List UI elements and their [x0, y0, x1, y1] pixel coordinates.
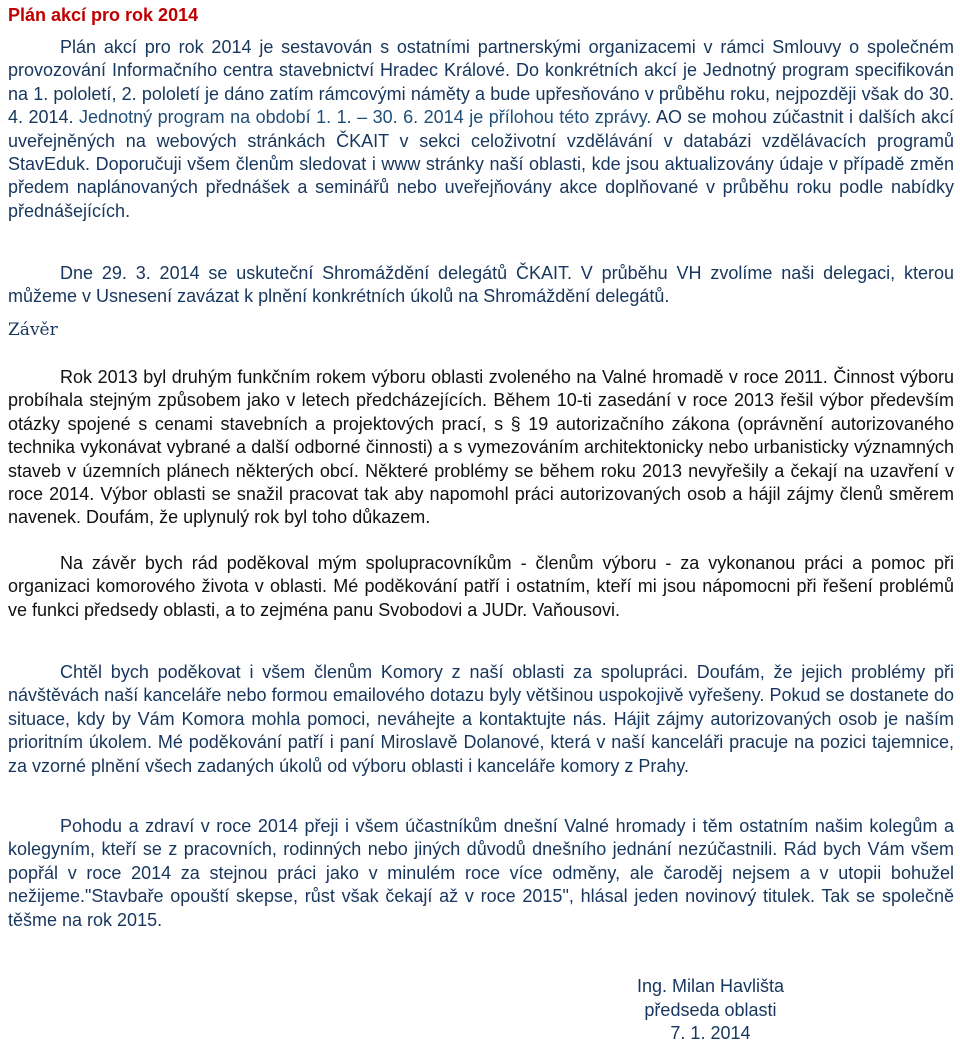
- subheading-zaver: Závěr: [8, 320, 58, 340]
- program-note: Jednotný program na období 1. 1. – 30. 6. 2014 je přílohou této zprávy.: [79, 107, 652, 128]
- signature-role: předseda oblasti: [644, 999, 777, 1020]
- paragraph-delegates: Dne 29. 3. 2014 se uskuteční Shromáždění delegátů ČKAIT. V průběhu VH zvolíme naši delegaci, kterou můžeme v Usnesení zavázat k plnění konkrétních úkolů na Shromáždění delegátů.: [8, 263, 954, 307]
- paragraph-thanks-committee: Na závěr bych rád poděkoval mým spolupracovníkům - členům výboru - za vykonanou práci a pomoc při organizaci komorového života v oblasti. Mé poděkování patří i ostatním, kteří mi jsou nápomocni při řešení problémů ve funkci předsedy oblasti, a to zejména panu Svobodovi a JUDr. Vaňousovi.: [8, 553, 954, 620]
- signature-name: Ing. Milan Havlišta: [636, 976, 784, 996]
- paragraph-plan-text: Plán akcí pro rok 2014 je sestavován s ostatními partnerskými organizacemi v rámci Smlouvy o společném provozování Informačního centra stavebnictví Hradec Králové. Do konkrétních akcí je Jednotný program specifikován na 1. pololetí, 2. pololetí je dáno zatím rámcovými náměty a bude upřesňováno v průběhu roku, nejpozději však do 30. 4. 2014.: [8, 37, 954, 128]
- section-heading: Plán akcí pro rok 2014: [8, 5, 199, 25]
- paragraph-plan-rest: AO se mohou zúčastnit i dalších akcí uveřejněných na webových stránkách ČKAIT v sekci celoživotní vzdělávání v databázi vzdělávacích programů StavEduk. Doporučuji všem členům sledovat i www stránky naší oblasti, kde jsou aktualizovány údaje v případě změn předem naplánovaných přednášek a seminářů nebo uveřejňovány akce doplňované v průběhu roku podle nabídky přednášejících.: [8, 107, 954, 221]
- paragraph-thanks-members: Chtěl bych poděkovat i všem členům Komory z naší oblasti za spolupráci. Doufám, že jejich problémy při návštěvách naší kanceláře nebo formou emailového dotazu byly většinou uspokojivě vyřešeny. Pokud se dostanete do situace, kdy by Vám Komora mohla pomoci, neváhejte a kontaktujte nás. Hájit zájmy autorizovaných osob je naším prioritním úkolem. Mé poděkování patří i paní Miroslavě Dolanové, která v naší kanceláři pracuje na pozici tajemnice, za vzorné plnění všech zadaných úkolů od výboru oblasti i kanceláře komory z Prahy.: [8, 662, 954, 776]
- paragraph-plan: [8, 36, 954, 223]
- signature-block: [637, 975, 784, 1046]
- paragraph-wishes: Pohodu a zdraví v roce 2014 přeji i všem účastníkům dnešní Valné hromady i těm ostatním našim kolegům a kolegyním, kteří se z pracovních, rodinných nebo jiných důvodů dnešního jednání nezúčastnili. Rád bych Vám všem popřál v roce 2014 za stejnou práci jako v minulém roce více odměny, ale čaroděj nejsem a v utopii bohužel nežijeme."Stavbaře opouští skepse, růst však čekají až v roce 2015", hlásal jeden novinový titulek. Tak se společně těšme na rok 2015.: [8, 816, 954, 930]
- paragraph-summary: Rok 2013 byl druhým funkčním rokem výboru oblasti zvoleného na Valné hromadě v roce 2011. Činnost výboru probíhala stejným způsobem jako v letech předcházejících. Během 10-ti zasedání v roce 2013 řešil výbor především otázky spojené s cenami stavebních a projektových prací, s § 19 autorizačního zákona (oprávnění autorizovaného technika vykonávat vybrané a další odborné činnosti) a s vymezováním architektonicky nebo urbanisticky významných staveb v územních plánech některých obcí. Některé problémy se během roku 2013 nevyřešily a čekají na uzavření v roce 2014. Výbor oblasti se snažil pracovat tak aby napomohl práci autorizovaných osob a hájil zájmy členů směrem navenek. Doufám, že uplynulý rok byl toho důkazem.: [8, 367, 954, 528]
- signature-date: 7. 1. 2014: [670, 1023, 751, 1043]
